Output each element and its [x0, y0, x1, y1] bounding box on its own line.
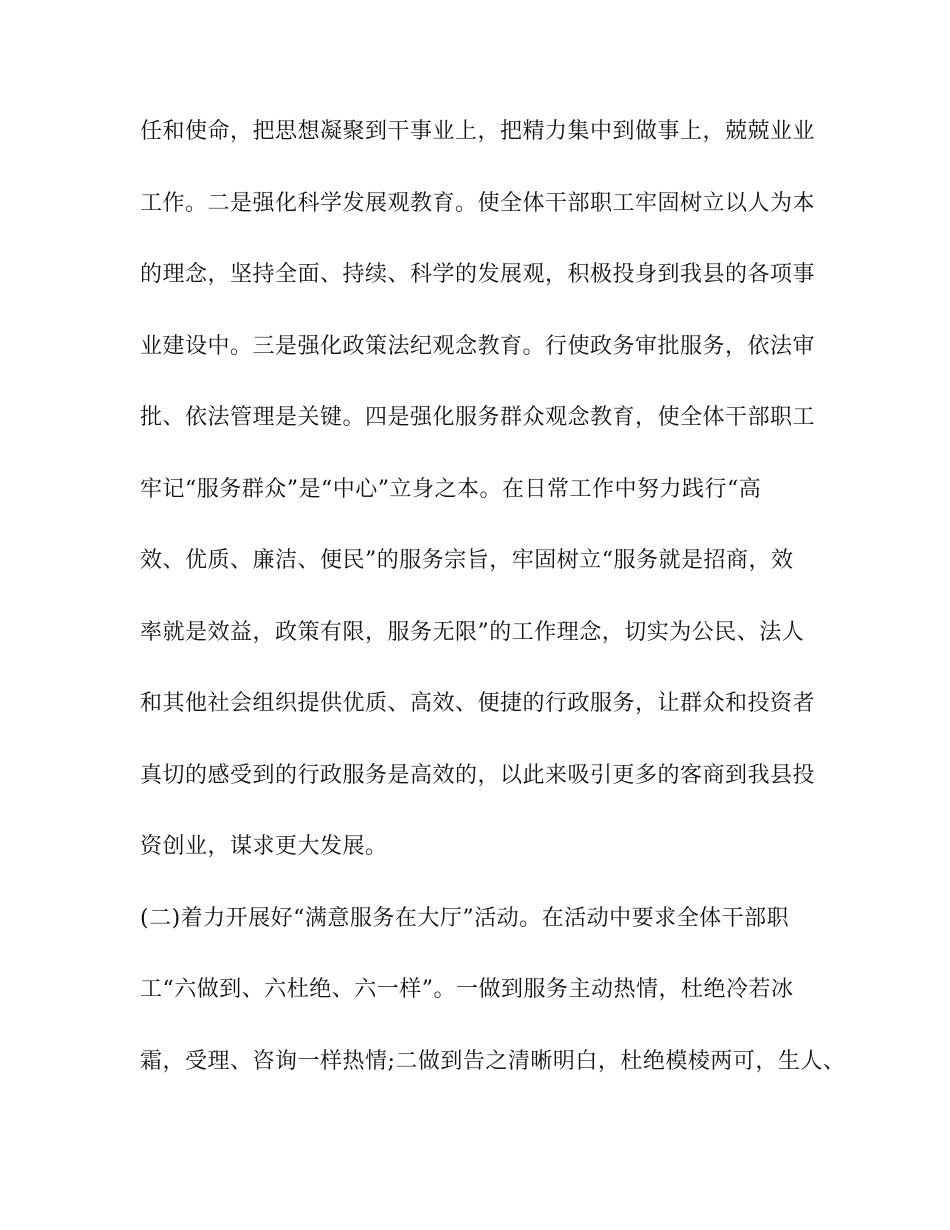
section-heading-line: (二)着力开展好“满意服务在大厅”活动。在活动中要求全体干部职 — [140, 905, 790, 931]
text-line: 牢记“服务群众”是“中心”立身之本。在日常工作中努力践行“高 — [140, 476, 762, 502]
text-line: 工作。二是强化科学发展观教育。使全体干部职工牢固树立以人为本 — [140, 190, 816, 216]
text-line: 业建设中。三是强化政策法纪观念教育。行使政务审批服务，依法审 — [140, 333, 816, 359]
text-line: 工“六做到、六杜绝、六一样”。一做到服务主动热情，杜绝冷若冰 — [140, 977, 794, 1002]
text-line: 资创业，谋求更大发展。 — [140, 834, 388, 859]
text-line: 的理念，坚持全面、持续、科学的发展观，积极投身到我县的各项事 — [140, 262, 816, 287]
text-line: 真切的感受到的行政服务是高效的，以此来吸引更多的客商到我县投 — [140, 762, 816, 788]
document-body — [140, 119, 846, 1121]
text-line: 任和使命，把思想凝聚到干事业上，把精力集中到做事上，兢兢业业 — [140, 119, 816, 144]
text-line: 和其他社会组织提供优质、高效、便捷的行政服务，让群众和投资者 — [140, 691, 816, 716]
text-line: 批、依法管理是关键。四是强化服务群众观念教育，使全体干部职工 — [140, 405, 816, 430]
text-line: 率就是效益，政策有限，服务无限”的工作理念，切实为公民、法人 — [140, 619, 805, 645]
text-line: 霜，受理、咨询一样热情;二做到告之清晰明白，杜绝模棱两可，生人、 — [140, 1048, 846, 1074]
text-line: 效、优质、廉洁、便民”的服务宗旨，牢固树立“服务就是招商，效 — [140, 548, 794, 573]
